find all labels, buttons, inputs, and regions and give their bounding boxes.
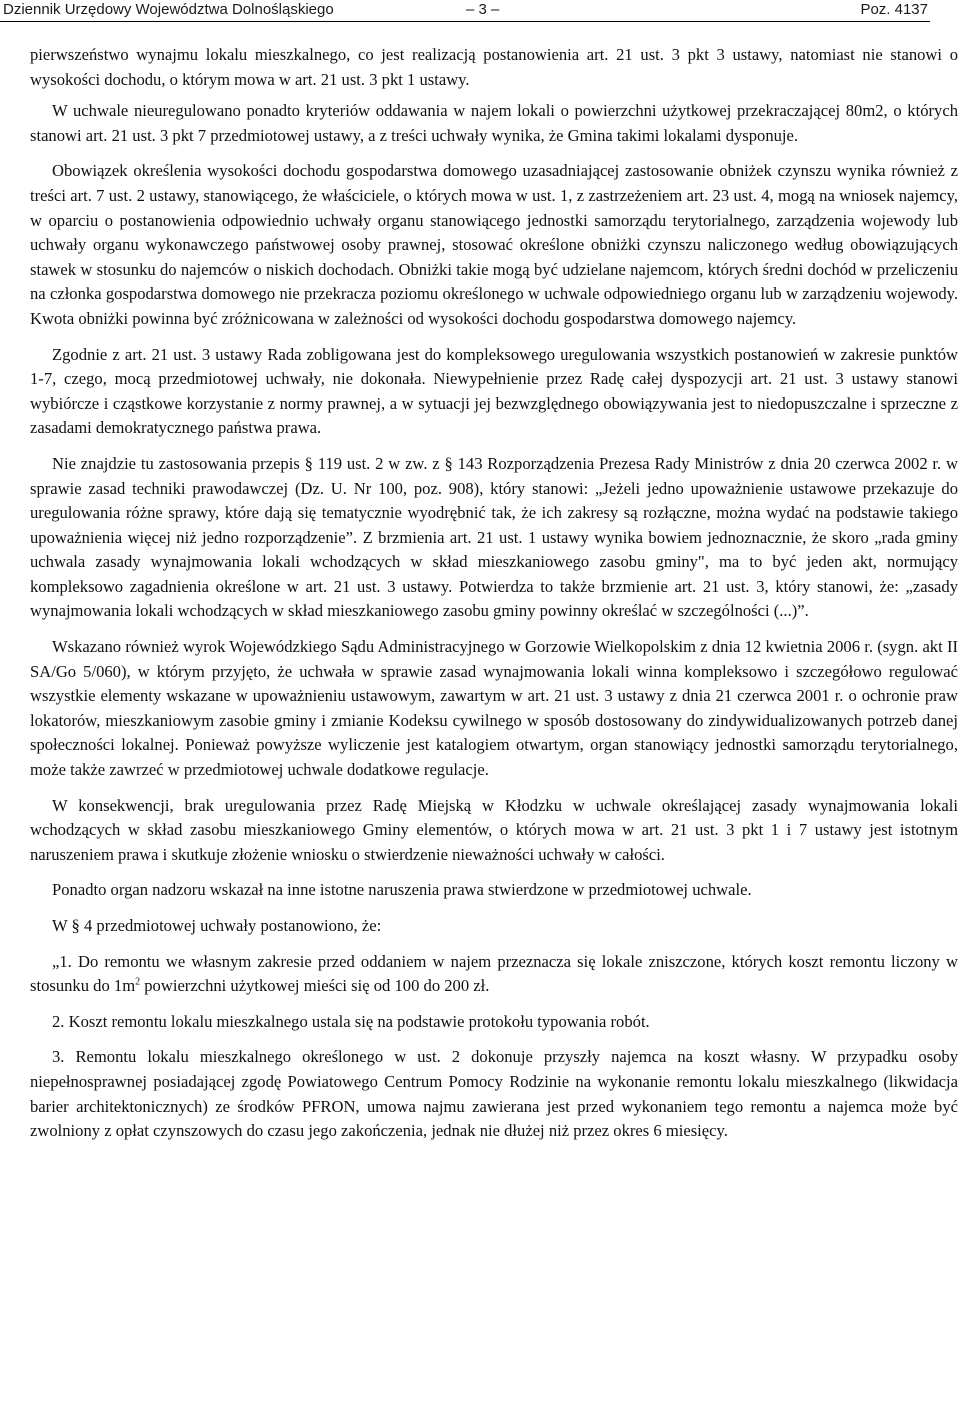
paragraph: Wskazano również wyrok Wojewódzkiego Sądu Administracyjnego w Gorzowie Wielkopolskim z dnia 12 kwietnia 2006 r. (sygn. akt II SA/Go 5/060), w którym przyjęto, że uchwała w sprawie zasad wynajmowania lokali winna kompleksowo i szczegółowo regulować wszystkie elementy wskazane w upoważnieniu ustawowym, zawartym w art. 21 ust. 3 ustawy z dnia 21 czerwca 2001 r. o ochronie praw lokatorów, mieszkaniowym zasobie gminy i zmianie Kodeksu cywilnego w sposób dostosowany do zindywidualizowanych potrzeb danej społeczności lokalnej. Ponieważ powyższe wyliczenie jest katalogiem otwartym, organ stanowiący jednostki samorządu terytorialnego, może także zawrzeć w przedmiotowej uchwale dodatkowe regulacje. (30, 637, 958, 780)
paragraph: W konsekwencji, brak uregulowania przez Radę Miejską w Kłodzku w uchwale określającej zasady wynajmowania lokali wchodzących w skład zasobu mieszkaniowego Gminy elementów, o których mowa w art. 21 ust. 3 pkt 1 i 7 ustawy jest istotnym naruszeniem prawa i skutkuje złożenie wniosku o stwierdzenie nieważności uchwały w całości. (30, 795, 958, 864)
paragraph: W uchwale nieuregulowano ponadto kryteriów oddawania w najem lokali o powierzchni użytkowej przekraczającej 80m2, o których stanowi art. 21 ust. 3 pkt 7 przedmiotowej ustawy, a z treści uchwały wynika, że Gmina takimi lokalami dysponuje. (30, 101, 958, 145)
quote-text: powierzchni użytkowej mieści się od 100 do 200 zł. (140, 976, 490, 996)
paragraph: Zgodnie z art. 21 ust. 3 ustawy Rada zobligowana jest do kompleksowego uregulowania wszystkich postanowień w zakresie punktów 1-7, czego, mocą przedmiotowej uchwały, nie dokonała. Niewypełnienie przez Radę całej dyspozycji art. 21 ust. 3 ustawy stanowi wybiórcze i cząstkowe korzystanie z normy prawnej, a w sytuacji jej bezwzględnego obowiązywania jest to niedopuszczalne i sprzeczne z zasadami demokratycznego państwa prawa. (30, 344, 958, 438)
superscript: 2 (135, 976, 141, 988)
page-number: – 3 – (466, 1, 500, 18)
page-header (0, 0, 930, 22)
quoted-paragraph: 2. Koszt remontu lokalu mieszkalnego ustala się na podstawie protokołu typowania robót. (52, 1011, 650, 1031)
document-body (30, 22, 958, 1144)
quote-text: „1. Do remontu we własnym zakresie przed oddaniem w najem przeznacza się lokale zniszczone, których koszt remontu liczony w stosunku do 1m (30, 951, 958, 996)
quoted-paragraph (30, 950, 958, 999)
quoted-paragraph: 3. Remontu lokalu mieszkalnego określonego w ust. 2 dokonuje przyszły najemca na koszt własny. W przypadku osoby niepełnosprawnej posiadającej zgodę Powiatowego Centrum Pomocy Rodzinie na wykonanie remontu lokalu mieszkalnego (likwidacja barier architektonicznych) ze środków PFRON, umowa najmu zawierana jest przed wykonaniem tego remontu a najemca może być zwolniony z opłat czynszowych do czasu jego zakończenia, jednak nie dłużej niż przez okres 6 miesięcy. (30, 1047, 958, 1141)
paragraph: Obowiązek określenia wysokości dochodu gospodarstwa domowego uzasadniającej zastosowanie obniżek czynszu wynika również z treści art. 7 ust. 2 ustawy, stanowiącego, że właściciele, o których mowa w ust. 1, z zastrzeżeniem art. 23 ust. 4, mogą na wniosek najemcy, w oparciu o postanowienia odpowiednio uchwały organu stanowiącego jednostki samorządu terytorialnego, zarządzenia wojewody lub uchwały organu wykonawczego państwowej osoby prawnej, stosować określone obniżki czynszu naliczonego według obowiązujących stawek w stosunku do najemców o niskich dochodach. Obniżki takie mogą być udzielane najemcom, których średni dochód w przeliczeniu na członka gospodarstwa domowego nie przekracza poziomu określonego w uchwale odpowiedniego organu lub w zarządzeniu wojewody. Kwota obniżki powinna być zróżnicowana w zależności od wysokości dochodu gospodarstwa domowego najemcy. (30, 161, 958, 328)
journal-title: Dziennik Urzędowy Województwa Dolnośląskiego (3, 1, 334, 18)
paragraph: W § 4 przedmiotowej uchwały postanowiono, że: (52, 916, 382, 935)
paragraph-continuation: pierwszeństwo wynajmu lokalu mieszkalnego, co jest realizacją postanowienia art. 21 ust. 3 pkt 3 ustawy, natomiast nie stanowi o wysokości dochodu, o którym mowa w art. 21 ust. 3 pkt 1 ustawy. (30, 45, 958, 89)
paragraph: Ponadto organ nadzoru wskazał na inne istotne naruszenia prawa stwierdzone w przedmiotowej uchwale. (52, 880, 752, 900)
paragraph: Nie znajdzie tu zastosowania przepis § 119 ust. 2 w zw. z § 143 Rozporządzenia Prezesa Rady Ministrów z dnia 20 czerwca 2002 r. w sprawie zasad techniki prawodawczej (Dz. U. Nr 100, poz. 908), który stanowi: „Jeżeli jedno upoważnienie ustawowe przekazuje do uregulowania różne sprawy, które dają się tematycznie wyodrębnić tak, że ich zakresy są rozłączne, można wydać na podstawie takiego upoważnienia więcej niż jedno rozporządzenie”. Z brzmienia art. 21 ust. 1 ustawy wynika bowiem jednoznacznie, że skoro „rada gminy uchwala zasady wynajmowania lokali wchodzących w skład mieszkaniowego zasobu gminy", ma to być jeden akt, normujący kompleksowo zagadnienia określone w art. 21 ust. 3 ustawy. Potwierdza to także brzmienie art. 21 ust. 3, który stanowi, że: „zasady wynajmowania lokali wchodzących w skład mieszkaniowego zasobu gminy powinny określać w szczególności (...)”. (30, 453, 958, 621)
position-number: Poz. 4137 (860, 1, 928, 18)
